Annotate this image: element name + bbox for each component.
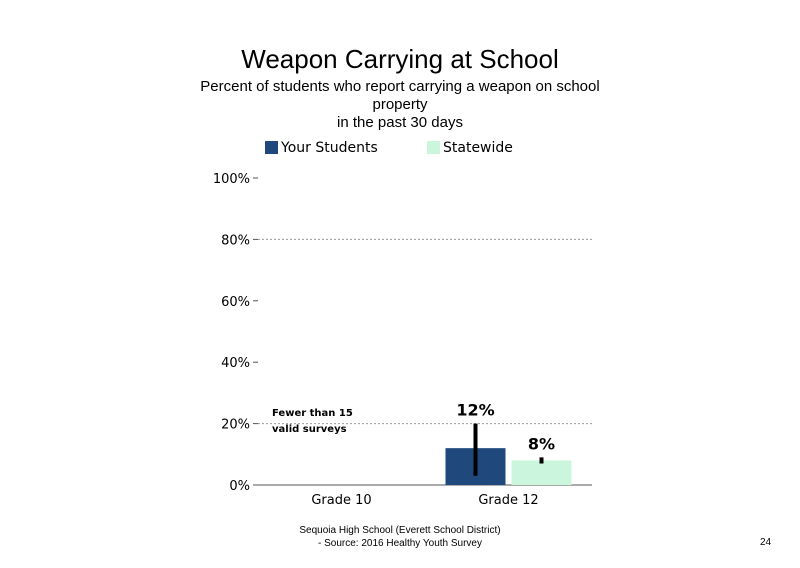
- legend-label-statewide: Statewide: [443, 140, 513, 156]
- y-tick-label: 20%: [221, 417, 250, 433]
- subtitle-line-3: in the past 30 days: [337, 114, 463, 131]
- y-tick-label: 60%: [221, 294, 250, 310]
- x-tick-label: Grade 12: [478, 493, 539, 508]
- chart-title: Weapon Carrying at School: [241, 44, 559, 74]
- data-label: 12%: [456, 400, 495, 420]
- bar: [512, 460, 572, 485]
- subtitle-line-1: Percent of students who report carrying a weapon on school: [200, 78, 600, 95]
- y-tick-label: 0%: [229, 479, 250, 494]
- y-tick-label: 40%: [221, 356, 250, 372]
- legend-label-your-students: Your Students: [281, 140, 378, 156]
- footer-source: - Source: 2016 Healthy Youth Survey: [318, 538, 482, 549]
- subtitle-line-2: property: [372, 96, 428, 113]
- page-number: 24: [760, 537, 772, 548]
- data-label: 8%: [527, 434, 556, 454]
- chart-annotation-insufficient-data: [272, 406, 353, 438]
- chart-footer: [200, 524, 600, 550]
- footer-school: Sequoia High School (Everett School District): [299, 525, 501, 536]
- y-tick-label: 80%: [221, 233, 250, 249]
- y-tick-label: 100%: [212, 172, 250, 187]
- annotation-line-2: valid surveys: [272, 424, 347, 435]
- annotation-line-1: Fewer than 15: [272, 408, 353, 419]
- x-tick-label: Grade 10: [311, 493, 372, 508]
